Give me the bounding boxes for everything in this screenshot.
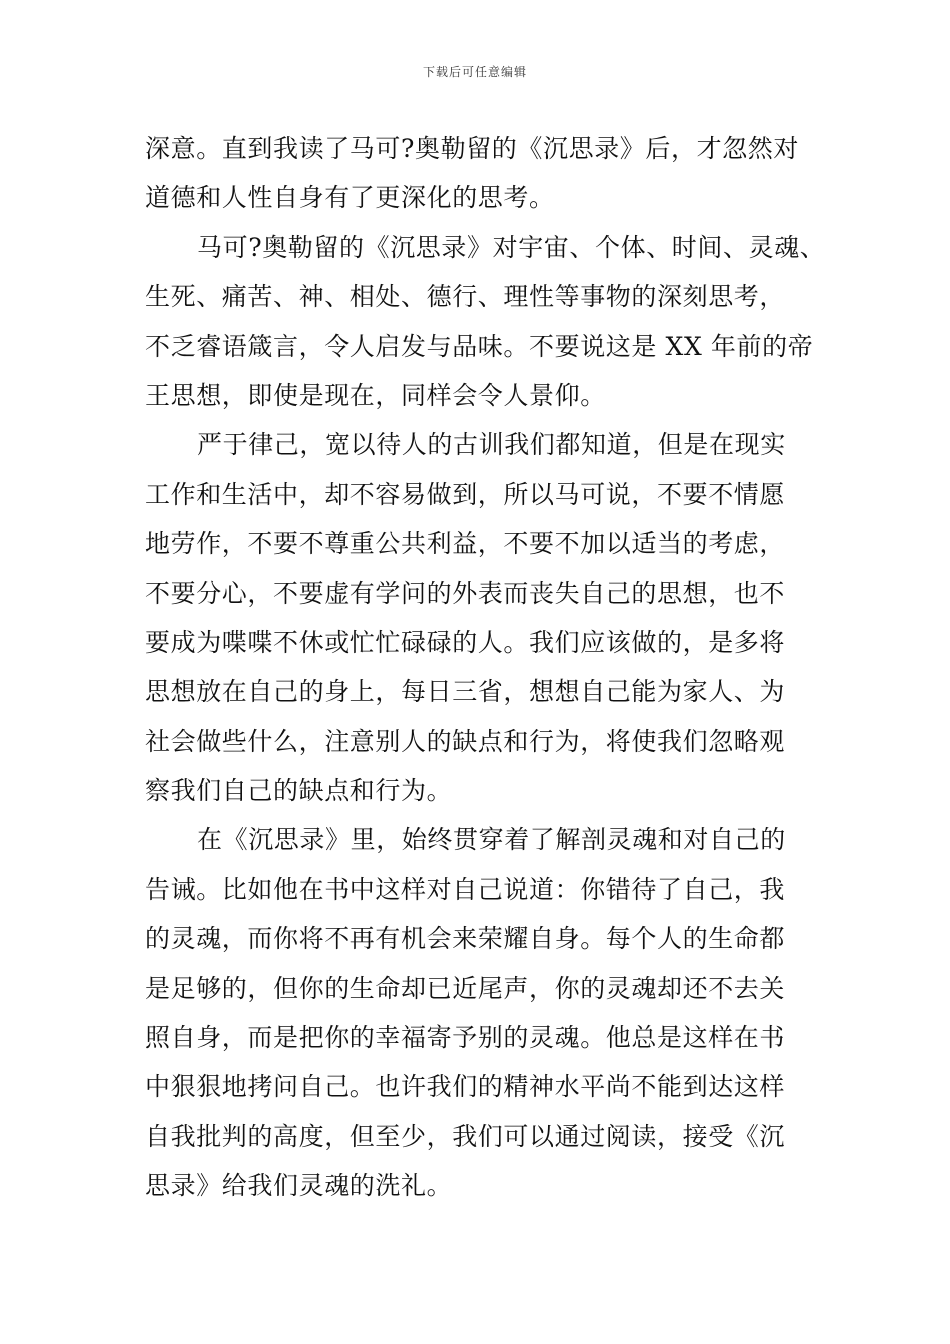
page-header: 下载后可任意编辑 <box>422 65 527 79</box>
text-line: 要成为喋喋不休或忙忙碌碌的人。我们应该做的，是多将 <box>145 627 786 657</box>
text-line: 生死、痛苦、神、相处、德行、理性等事物的深刻思考， <box>145 282 786 312</box>
text-line: 中狠狠地拷问自己。也许我们的精神水平尚不能到达这样 <box>145 1072 786 1102</box>
paragraph-first-line: 马可?奥勒留的《沉思录》对宇宙、个体、时间、灵魂、 <box>197 232 826 262</box>
text-line: 不要分心，不要虚有学问的外表而丧失自己的思想，也不 <box>145 578 786 608</box>
text-line: 思想放在自己的身上，每日三省，想想自己能为家人、为 <box>145 677 786 707</box>
text-line: 自我批判的高度，但至少，我们可以通过阅读，接受《沉 <box>145 1121 786 1151</box>
paragraph-first-line: 在《沉思录》里，始终贯穿着了解剖灵魂和对自己的 <box>197 825 786 855</box>
text-line: 王思想，即使是现在，同样会令人景仰。 <box>145 380 606 410</box>
text-line: 告诫。比如他在书中这样对自己说道：你错待了自己，我 <box>145 874 786 904</box>
text-line: 地劳作，不要不尊重公共利益，不要不加以适当的考虑， <box>145 529 786 559</box>
text-line: 思录》给我们灵魂的洗礼。 <box>145 1171 453 1201</box>
text-line: 的灵魂，而你将不再有机会来荣耀自身。每个人的生命都 <box>145 924 786 954</box>
document-body <box>145 124 825 1211</box>
text-line: 深意。直到我读了马可?奥勒留的《沉思录》后，才忽然对 <box>145 134 800 163</box>
text-line: 不乏睿语箴言，令人启发与品味。不要说这是 XX 年前的帝 <box>145 331 814 361</box>
text-line: 道德和人性自身有了更深化的思考。 <box>145 183 555 213</box>
text-line: 工作和生活中，却不容易做到，所以马可说，不要不情愿 <box>145 479 786 509</box>
text-line: 社会做些什么，注意别人的缺点和行为，将使我们忽略观 <box>145 726 786 756</box>
text-line: 照自身，而是把你的幸福寄予别的灵魂。他总是这样在书 <box>145 1023 786 1053</box>
paragraph-first-line: 严于律己，宽以待人的古训我们都知道，但是在现实 <box>197 430 786 460</box>
text-line: 是足够的，但你的生命却已近尾声，你的灵魂却还不去关 <box>145 973 786 1003</box>
text-line: 察我们自己的缺点和行为。 <box>145 776 453 806</box>
